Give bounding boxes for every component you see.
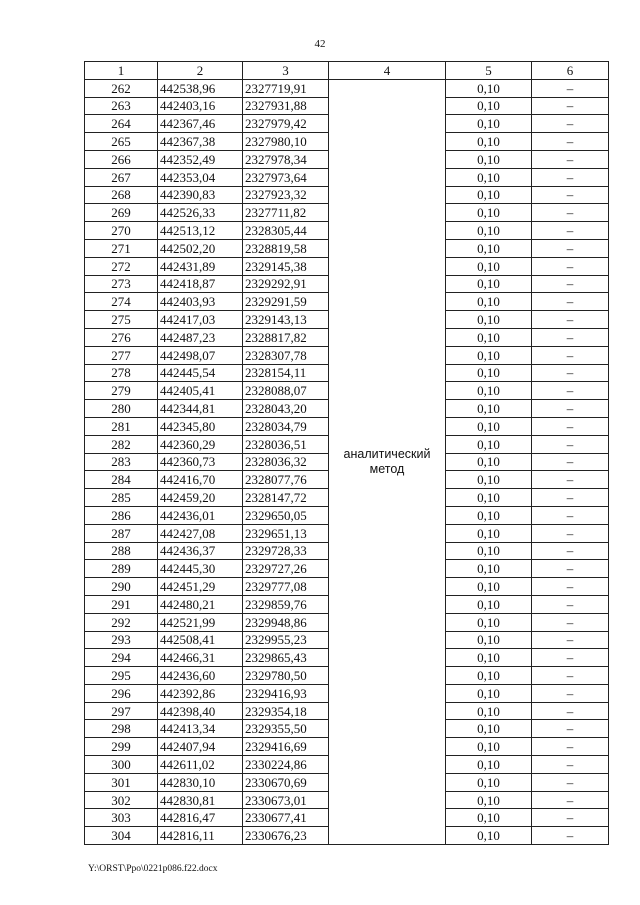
column-6-cell: – — [532, 542, 609, 560]
y-coordinate-cell: 2329955,23 — [243, 631, 329, 649]
point-number-cell: 303 — [85, 809, 158, 827]
point-number-cell: 302 — [85, 791, 158, 809]
column-6-cell: – — [532, 489, 609, 507]
accuracy-cell: 0,10 — [446, 791, 532, 809]
column-6-cell: – — [532, 115, 609, 133]
column-6-cell: – — [532, 560, 609, 578]
point-number-cell: 267 — [85, 168, 158, 186]
column-6-cell: – — [532, 328, 609, 346]
accuracy-cell: 0,10 — [446, 631, 532, 649]
y-coordinate-cell: 2327719,91 — [243, 79, 329, 97]
x-coordinate-cell: 442413,34 — [158, 720, 243, 738]
accuracy-cell: 0,10 — [446, 400, 532, 418]
y-coordinate-cell: 2329948,86 — [243, 613, 329, 631]
x-coordinate-cell: 442405,41 — [158, 382, 243, 400]
point-number-cell: 272 — [85, 257, 158, 275]
accuracy-cell: 0,10 — [446, 524, 532, 542]
x-coordinate-cell: 442445,30 — [158, 560, 243, 578]
column-6-cell: – — [532, 684, 609, 702]
point-number-cell: 276 — [85, 328, 158, 346]
x-coordinate-cell: 442502,20 — [158, 239, 243, 257]
accuracy-cell: 0,10 — [446, 684, 532, 702]
x-coordinate-cell: 442508,41 — [158, 631, 243, 649]
x-coordinate-cell: 442418,87 — [158, 275, 243, 293]
column-6-cell: – — [532, 293, 609, 311]
x-coordinate-cell: 442360,73 — [158, 453, 243, 471]
point-number-cell: 262 — [85, 79, 158, 97]
point-number-cell: 283 — [85, 453, 158, 471]
accuracy-cell: 0,10 — [446, 328, 532, 346]
point-number-cell: 304 — [85, 827, 158, 845]
y-coordinate-cell: 2327931,88 — [243, 97, 329, 115]
coordinates-table — [84, 61, 609, 845]
accuracy-cell: 0,10 — [446, 649, 532, 667]
column-header: 5 — [446, 62, 532, 80]
accuracy-cell: 0,10 — [446, 97, 532, 115]
accuracy-cell: 0,10 — [446, 435, 532, 453]
table-row — [85, 79, 609, 97]
y-coordinate-cell: 2330670,69 — [243, 773, 329, 791]
point-number-cell: 291 — [85, 595, 158, 613]
accuracy-cell: 0,10 — [446, 346, 532, 364]
x-coordinate-cell: 442830,10 — [158, 773, 243, 791]
accuracy-cell: 0,10 — [446, 115, 532, 133]
x-coordinate-cell: 442403,93 — [158, 293, 243, 311]
column-6-cell: – — [532, 809, 609, 827]
y-coordinate-cell: 2330677,41 — [243, 809, 329, 827]
point-number-cell: 287 — [85, 524, 158, 542]
point-number-cell: 275 — [85, 311, 158, 329]
column-6-cell: – — [532, 168, 609, 186]
accuracy-cell: 0,10 — [446, 275, 532, 293]
point-number-cell: 265 — [85, 133, 158, 151]
column-6-cell: – — [532, 400, 609, 418]
x-coordinate-cell: 442360,29 — [158, 435, 243, 453]
accuracy-cell: 0,10 — [446, 257, 532, 275]
y-coordinate-cell: 2328154,11 — [243, 364, 329, 382]
y-coordinate-cell: 2328036,32 — [243, 453, 329, 471]
accuracy-cell: 0,10 — [446, 168, 532, 186]
x-coordinate-cell: 442390,83 — [158, 186, 243, 204]
y-coordinate-cell: 2329727,26 — [243, 560, 329, 578]
accuracy-cell: 0,10 — [446, 150, 532, 168]
accuracy-cell: 0,10 — [446, 471, 532, 489]
point-number-cell: 280 — [85, 400, 158, 418]
column-6-cell: – — [532, 773, 609, 791]
point-number-cell: 297 — [85, 702, 158, 720]
table-header-row — [85, 62, 609, 80]
y-coordinate-cell: 2329728,33 — [243, 542, 329, 560]
x-coordinate-cell: 442480,21 — [158, 595, 243, 613]
accuracy-cell: 0,10 — [446, 506, 532, 524]
x-coordinate-cell: 442816,11 — [158, 827, 243, 845]
column-6-cell: – — [532, 649, 609, 667]
accuracy-cell: 0,10 — [446, 809, 532, 827]
point-number-cell: 284 — [85, 471, 158, 489]
column-6-cell: – — [532, 756, 609, 774]
column-6-cell: – — [532, 827, 609, 845]
point-number-cell: 274 — [85, 293, 158, 311]
column-6-cell: – — [532, 471, 609, 489]
y-coordinate-cell: 2329859,76 — [243, 595, 329, 613]
column-6-cell: – — [532, 150, 609, 168]
x-coordinate-cell: 442416,70 — [158, 471, 243, 489]
accuracy-cell: 0,10 — [446, 827, 532, 845]
y-coordinate-cell: 2330673,01 — [243, 791, 329, 809]
column-6-cell: – — [532, 720, 609, 738]
accuracy-cell: 0,10 — [446, 204, 532, 222]
x-coordinate-cell: 442830,81 — [158, 791, 243, 809]
accuracy-cell: 0,10 — [446, 133, 532, 151]
column-6-cell: – — [532, 364, 609, 382]
accuracy-cell: 0,10 — [446, 364, 532, 382]
column-6-cell: – — [532, 578, 609, 596]
column-6-cell: – — [532, 435, 609, 453]
y-coordinate-cell: 2328817,82 — [243, 328, 329, 346]
page-number: 42 — [314, 38, 326, 50]
accuracy-cell: 0,10 — [446, 702, 532, 720]
column-header: 4 — [329, 62, 446, 80]
column-6-cell: – — [532, 311, 609, 329]
y-coordinate-cell: 2327980,10 — [243, 133, 329, 151]
y-coordinate-cell: 2330676,23 — [243, 827, 329, 845]
y-coordinate-cell: 2328043,20 — [243, 400, 329, 418]
column-6-cell: – — [532, 79, 609, 97]
x-coordinate-cell: 442417,03 — [158, 311, 243, 329]
point-number-cell: 282 — [85, 435, 158, 453]
point-number-cell: 271 — [85, 239, 158, 257]
x-coordinate-cell: 442367,46 — [158, 115, 243, 133]
y-coordinate-cell: 2329780,50 — [243, 667, 329, 685]
point-number-cell: 286 — [85, 506, 158, 524]
y-coordinate-cell: 2329651,13 — [243, 524, 329, 542]
y-coordinate-cell: 2327973,64 — [243, 168, 329, 186]
y-coordinate-cell: 2328819,58 — [243, 239, 329, 257]
x-coordinate-cell: 442451,29 — [158, 578, 243, 596]
point-number-cell: 268 — [85, 186, 158, 204]
point-number-cell: 296 — [85, 684, 158, 702]
accuracy-cell: 0,10 — [446, 311, 532, 329]
x-coordinate-cell: 442398,40 — [158, 702, 243, 720]
y-coordinate-cell: 2329291,59 — [243, 293, 329, 311]
y-coordinate-cell: 2329650,05 — [243, 506, 329, 524]
accuracy-cell: 0,10 — [446, 613, 532, 631]
accuracy-cell: 0,10 — [446, 542, 532, 560]
x-coordinate-cell: 442459,20 — [158, 489, 243, 507]
point-number-cell: 298 — [85, 720, 158, 738]
x-coordinate-cell: 442367,38 — [158, 133, 243, 151]
column-header: 2 — [158, 62, 243, 80]
point-number-cell: 294 — [85, 649, 158, 667]
accuracy-cell: 0,10 — [446, 382, 532, 400]
point-number-cell: 269 — [85, 204, 158, 222]
x-coordinate-cell: 442611,02 — [158, 756, 243, 774]
x-coordinate-cell: 442352,49 — [158, 150, 243, 168]
column-6-cell: – — [532, 417, 609, 435]
column-6-cell: – — [532, 613, 609, 631]
point-number-cell: 295 — [85, 667, 158, 685]
x-coordinate-cell: 442538,96 — [158, 79, 243, 97]
point-number-cell: 299 — [85, 738, 158, 756]
accuracy-cell: 0,10 — [446, 738, 532, 756]
x-coordinate-cell: 442521,99 — [158, 613, 243, 631]
x-coordinate-cell: 442466,31 — [158, 649, 243, 667]
accuracy-cell: 0,10 — [446, 489, 532, 507]
y-coordinate-cell: 2329143,13 — [243, 311, 329, 329]
point-number-cell: 270 — [85, 222, 158, 240]
y-coordinate-cell: 2330224,86 — [243, 756, 329, 774]
point-number-cell: 273 — [85, 275, 158, 293]
column-6-cell: – — [532, 506, 609, 524]
y-coordinate-cell: 2329292,91 — [243, 275, 329, 293]
method-cell: аналитический метод — [329, 79, 446, 844]
column-6-cell: – — [532, 204, 609, 222]
accuracy-cell: 0,10 — [446, 186, 532, 204]
x-coordinate-cell: 442431,89 — [158, 257, 243, 275]
x-coordinate-cell: 442407,94 — [158, 738, 243, 756]
accuracy-cell: 0,10 — [446, 453, 532, 471]
accuracy-cell: 0,10 — [446, 222, 532, 240]
accuracy-cell: 0,10 — [446, 560, 532, 578]
accuracy-cell: 0,10 — [446, 595, 532, 613]
point-number-cell: 278 — [85, 364, 158, 382]
accuracy-cell: 0,10 — [446, 293, 532, 311]
accuracy-cell: 0,10 — [446, 417, 532, 435]
x-coordinate-cell: 442436,60 — [158, 667, 243, 685]
point-number-cell: 300 — [85, 756, 158, 774]
y-coordinate-cell: 2328307,78 — [243, 346, 329, 364]
y-coordinate-cell: 2327979,42 — [243, 115, 329, 133]
x-coordinate-cell: 442526,33 — [158, 204, 243, 222]
point-number-cell: 266 — [85, 150, 158, 168]
x-coordinate-cell: 442353,04 — [158, 168, 243, 186]
column-6-cell: – — [532, 133, 609, 151]
column-6-cell: – — [532, 595, 609, 613]
x-coordinate-cell: 442487,23 — [158, 328, 243, 346]
y-coordinate-cell: 2329354,18 — [243, 702, 329, 720]
accuracy-cell: 0,10 — [446, 79, 532, 97]
column-6-cell: – — [532, 186, 609, 204]
column-header: 3 — [243, 62, 329, 80]
accuracy-cell: 0,10 — [446, 239, 532, 257]
y-coordinate-cell: 2329355,50 — [243, 720, 329, 738]
column-6-cell: – — [532, 453, 609, 471]
y-coordinate-cell: 2328036,51 — [243, 435, 329, 453]
point-number-cell: 277 — [85, 346, 158, 364]
point-number-cell: 293 — [85, 631, 158, 649]
column-6-cell: – — [532, 667, 609, 685]
y-coordinate-cell: 2328147,72 — [243, 489, 329, 507]
point-number-cell: 292 — [85, 613, 158, 631]
file-path-footer: Y:\ORST\Ppo\0221p086.f22.docx — [88, 864, 218, 874]
y-coordinate-cell: 2328088,07 — [243, 382, 329, 400]
accuracy-cell: 0,10 — [446, 578, 532, 596]
column-6-cell: – — [532, 524, 609, 542]
x-coordinate-cell: 442513,12 — [158, 222, 243, 240]
column-6-cell: – — [532, 257, 609, 275]
x-coordinate-cell: 442345,80 — [158, 417, 243, 435]
x-coordinate-cell: 442403,16 — [158, 97, 243, 115]
x-coordinate-cell: 442427,08 — [158, 524, 243, 542]
x-coordinate-cell: 442816,47 — [158, 809, 243, 827]
column-6-cell: – — [532, 275, 609, 293]
column-6-cell: – — [532, 631, 609, 649]
table-body — [85, 79, 609, 844]
point-number-cell: 281 — [85, 417, 158, 435]
x-coordinate-cell: 442498,07 — [158, 346, 243, 364]
column-6-cell: – — [532, 222, 609, 240]
accuracy-cell: 0,10 — [446, 720, 532, 738]
accuracy-cell: 0,10 — [446, 667, 532, 685]
x-coordinate-cell: 442344,81 — [158, 400, 243, 418]
point-number-cell: 288 — [85, 542, 158, 560]
y-coordinate-cell: 2329145,38 — [243, 257, 329, 275]
y-coordinate-cell: 2328305,44 — [243, 222, 329, 240]
x-coordinate-cell: 442445,54 — [158, 364, 243, 382]
column-6-cell: – — [532, 346, 609, 364]
y-coordinate-cell: 2329777,08 — [243, 578, 329, 596]
y-coordinate-cell: 2329865,43 — [243, 649, 329, 667]
point-number-cell: 301 — [85, 773, 158, 791]
column-header: 1 — [85, 62, 158, 80]
column-6-cell: – — [532, 239, 609, 257]
y-coordinate-cell: 2328077,76 — [243, 471, 329, 489]
column-6-cell: – — [532, 738, 609, 756]
accuracy-cell: 0,10 — [446, 756, 532, 774]
y-coordinate-cell: 2327978,34 — [243, 150, 329, 168]
y-coordinate-cell: 2329416,69 — [243, 738, 329, 756]
point-number-cell: 289 — [85, 560, 158, 578]
y-coordinate-cell: 2328034,79 — [243, 417, 329, 435]
column-6-cell: – — [532, 97, 609, 115]
column-6-cell: – — [532, 791, 609, 809]
point-number-cell: 264 — [85, 115, 158, 133]
x-coordinate-cell: 442392,86 — [158, 684, 243, 702]
point-number-cell: 263 — [85, 97, 158, 115]
y-coordinate-cell: 2327923,32 — [243, 186, 329, 204]
x-coordinate-cell: 442436,37 — [158, 542, 243, 560]
column-6-cell: – — [532, 382, 609, 400]
column-header: 6 — [532, 62, 609, 80]
y-coordinate-cell: 2329416,93 — [243, 684, 329, 702]
y-coordinate-cell: 2327711,82 — [243, 204, 329, 222]
column-6-cell: – — [532, 702, 609, 720]
accuracy-cell: 0,10 — [446, 773, 532, 791]
point-number-cell: 279 — [85, 382, 158, 400]
point-number-cell: 285 — [85, 489, 158, 507]
point-number-cell: 290 — [85, 578, 158, 596]
x-coordinate-cell: 442436,01 — [158, 506, 243, 524]
